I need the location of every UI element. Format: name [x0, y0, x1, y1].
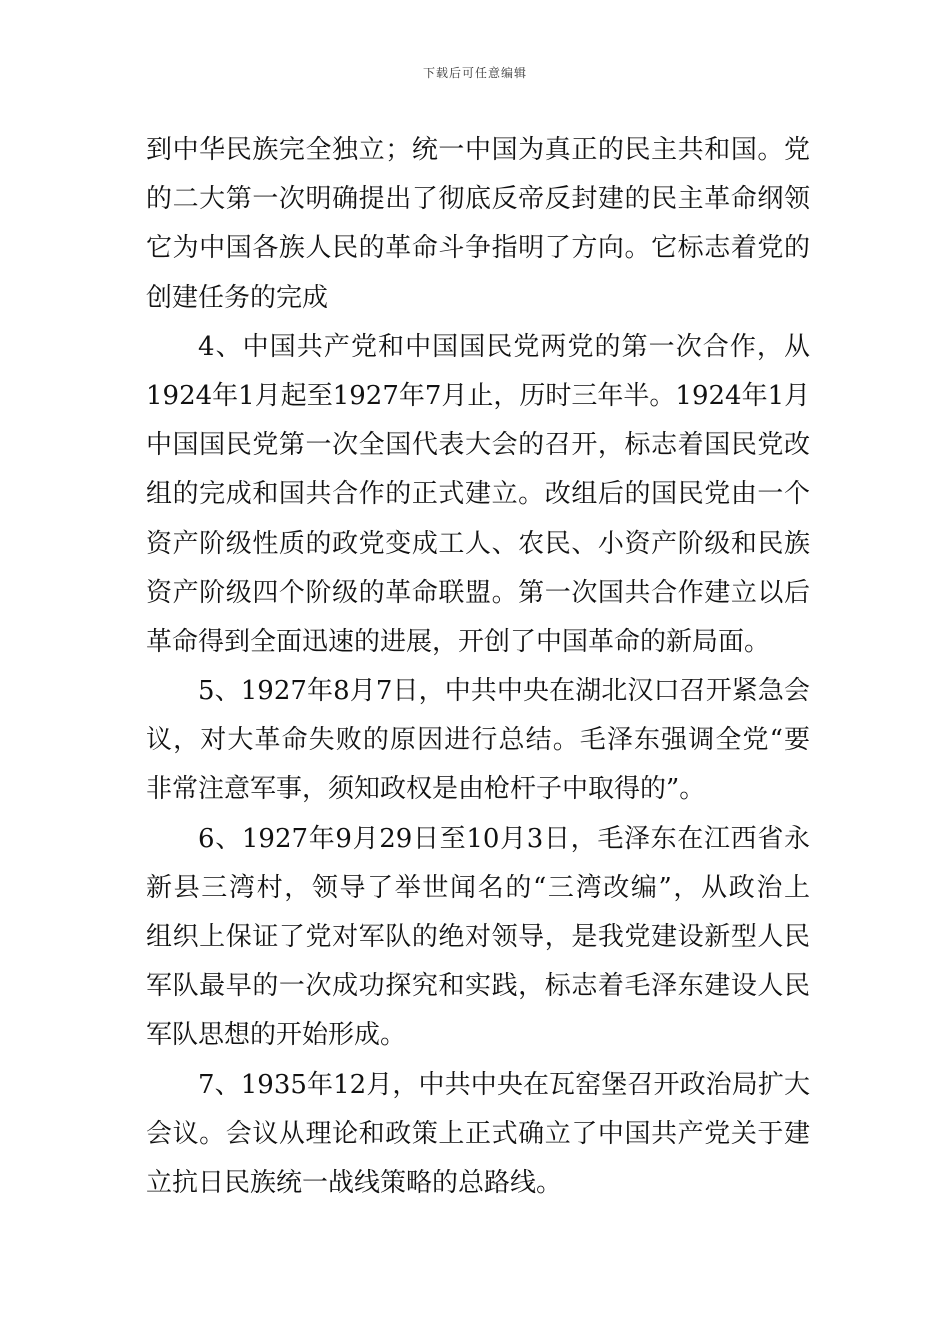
- text-line: 会议。会议从理论和政策上正式确立了中国共产党关于建: [146, 1118, 810, 1149]
- text-line: 组的完成和国共合作的正式建立。改组后的国民党由一个: [146, 479, 810, 510]
- body-text: [146, 126, 810, 1208]
- text-line: 中国国民党第一次全国代表大会的召开，标志着国民党改: [146, 430, 810, 461]
- text-line: 军队思想的开始形成。: [146, 1020, 407, 1051]
- text-line: 资产阶级性质的政党变成工人、农民、小资产阶级和民族: [146, 528, 810, 559]
- text-line: 新县三湾村，领导了举世闻名的“三湾改编”，从政治上: [146, 872, 810, 903]
- header-note: 下载后可任意编辑: [422, 66, 527, 80]
- text-line: 的二大第一次明确提出了彻底反帝反封建的民主革命纲领: [146, 184, 810, 215]
- text-line: 议，对大革命失败的原因进行总结。毛泽东强调全党“要: [146, 725, 810, 756]
- text-line: 1924年1月起至1927年7月止，历时三年半。1924年1月: [146, 380, 810, 411]
- text-line: 资产阶级四个阶级的革命联盟。第一次国共合作建立以后: [146, 577, 810, 608]
- text-line: 组织上保证了党对军队的绝对领导，是我党建设新型人民: [146, 922, 810, 952]
- text-line: 5、1927年8月7日，中共中央在湖北汉口召开紧急会: [198, 676, 810, 707]
- text-line: 4、中国共产党和中国国民党两党的第一次合作，从: [198, 331, 810, 362]
- text-line: 非常注意军事，须知政权是由枪杆子中取得的”。: [146, 774, 706, 805]
- text-line: 到中华民族完全独立；统一中国为真正的民主共和国。党: [146, 135, 810, 165]
- text-line: 立抗日民族统一战线策略的总路线。: [146, 1167, 563, 1198]
- paragraph: [146, 323, 810, 667]
- text-line: 创建任务的完成: [146, 282, 329, 313]
- paragraph: [146, 815, 810, 1061]
- text-line: 6、1927年9月29日至10月3日，毛泽东在江西省永: [198, 823, 810, 854]
- text-line: 7、1935年12月，中共中央在瓦窑堡召开政治局扩大: [198, 1069, 810, 1100]
- text-line: 军队最早的一次成功探究和实践，标志着毛泽东建设人民: [146, 971, 810, 1002]
- paragraph: [146, 667, 810, 815]
- paragraph: [146, 1061, 810, 1209]
- text-line: 革命得到全面迅速的进展，开创了中国革命的新局面。: [146, 626, 771, 657]
- text-line: 它为中国各族人民的革命斗争指明了方向。它标志着党的: [146, 233, 810, 264]
- paragraph: [146, 126, 810, 323]
